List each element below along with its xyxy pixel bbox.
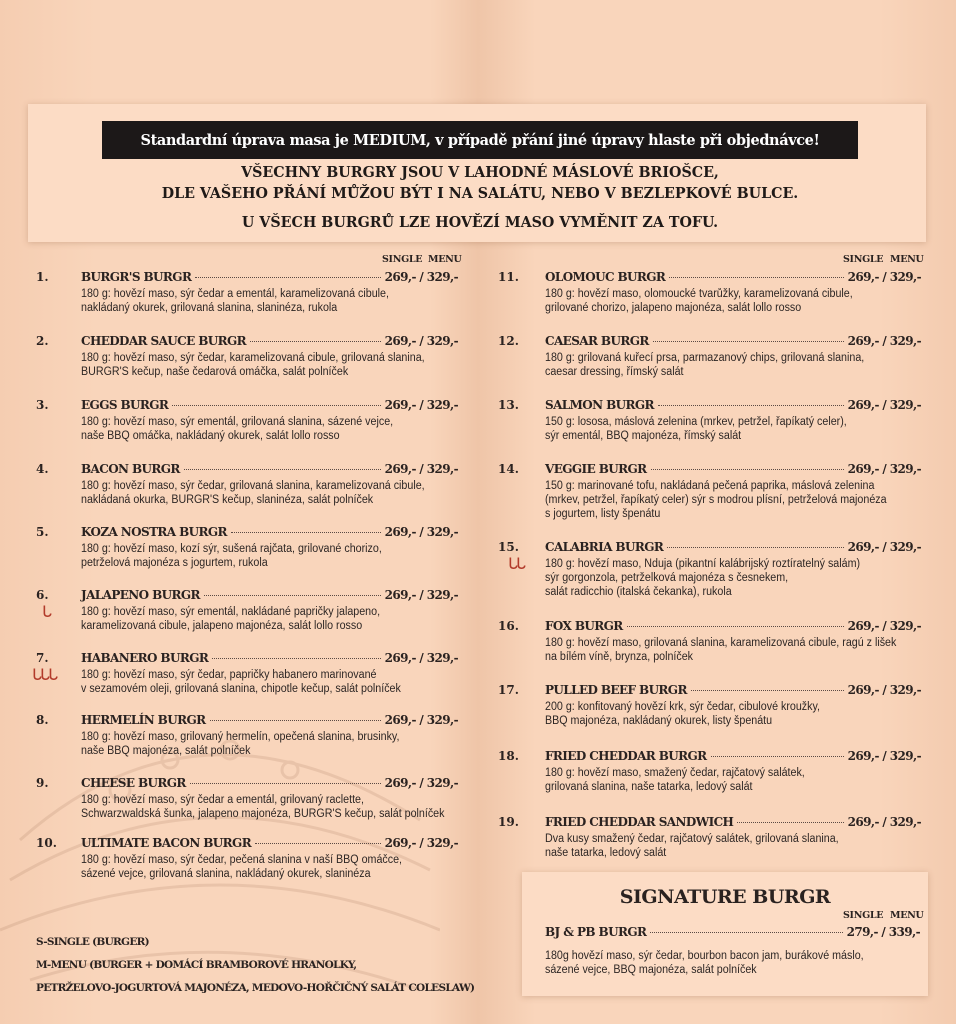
item-number: 16. xyxy=(498,619,519,633)
dot-leader xyxy=(653,341,844,342)
item-description xyxy=(545,557,860,599)
medium-notice-banner: Standardní úprava masa je MEDIUM, v případě přání jiné úpravy hlaste při objednávce! xyxy=(102,121,858,159)
item-title-line xyxy=(81,270,458,284)
item-title-line xyxy=(81,588,458,602)
item-description xyxy=(545,766,805,794)
description-line: nakládaný okurek, grilovaná slanina, slaninéza, rukola xyxy=(81,302,338,314)
description-line: naše BBQ omáčka, nakládaný okurek, salát lollo rosso xyxy=(81,430,340,442)
column-label-menu-right: MENU xyxy=(890,254,924,265)
item-price: 269,- / 329,- xyxy=(384,334,458,348)
item-price: 269,- / 329,- xyxy=(384,588,458,602)
item-name: OLOMOUC BURGR xyxy=(545,270,666,284)
item-name: CHEDDAR SAUCE BURGR xyxy=(81,334,247,348)
item-price: 269,- / 329,- xyxy=(847,749,921,763)
item-name: HERMELÍN BURGR xyxy=(81,713,206,727)
description-line: Dva kusy smažený čedar, rajčatový salátek, grilovaná slanina, xyxy=(545,833,839,845)
item-description xyxy=(81,479,425,507)
item-price: 269,- / 329,- xyxy=(384,776,458,790)
description-line: 180 g: hovězí maso, sýr čedar, pečená slanina v naší BBQ omáčce, xyxy=(81,854,403,866)
chili-pepper-icon: ᒐ xyxy=(42,604,51,621)
headline-salad-glutenfree: DLE VAŠEHO PŘÁNÍ MŮŽOU BÝT I NA SALÁTU, NEBO V BEZLEPKOVÉ BULCE. xyxy=(161,184,799,202)
item-price: 269,- / 329,- xyxy=(384,270,458,284)
item-number: 5. xyxy=(36,525,49,539)
item-title-line xyxy=(545,270,921,284)
description-line: nakládaná okurka, BURGR'S kečup, slaninéza, salát polníček xyxy=(81,494,374,506)
description-line: 180 g: hovězí maso, sýr čedar, grilovaná slanina, karamelizovaná cibule, xyxy=(81,480,425,492)
item-number: 4. xyxy=(36,462,49,476)
description-line: 150 g: lososa, máslová zelenina (mrkev, petržel, řapíkatý celer), xyxy=(545,416,847,428)
item-name: HABANERO BURGR xyxy=(81,651,209,665)
item-price: 269,- / 329,- xyxy=(384,836,458,850)
item-name: ULTIMATE BACON BURGR xyxy=(81,836,252,850)
column-label-menu-left: MENU xyxy=(428,254,462,265)
item-title-line xyxy=(81,713,458,727)
item-price: 269,- / 329,- xyxy=(384,462,458,476)
item-price: 269,- / 329,- xyxy=(847,334,921,348)
item-description xyxy=(81,793,444,821)
item-number: 19. xyxy=(498,815,519,829)
item-description xyxy=(545,479,887,521)
item-name: CALABRIA BURGR xyxy=(545,540,664,554)
item-price: 269,- / 329,- xyxy=(847,619,921,633)
dot-leader xyxy=(195,277,380,278)
item-title-line xyxy=(81,525,458,539)
description-line: 180 g: hovězí maso, smažený čedar, rajčatový salátek, xyxy=(545,767,805,779)
description-line: karamelizovaná cibule, jalapeno majonéza, salát lollo rosso xyxy=(81,620,363,632)
dot-leader xyxy=(651,469,844,470)
item-number: 2. xyxy=(36,334,49,348)
dot-leader xyxy=(667,547,843,548)
item-name: PULLED BEEF BURGR xyxy=(545,683,687,697)
dot-leader xyxy=(204,595,381,596)
description-line: salát radicchio (italská čekanka), rukola xyxy=(545,586,732,598)
item-description xyxy=(81,853,402,881)
item-title-line xyxy=(545,398,921,412)
description-line: s jogurtem, listy špenátu xyxy=(545,508,661,520)
item-description xyxy=(81,668,401,696)
description-line: 180 g: hovězí maso, sýr ementál, nakládané papričky jalapeno, xyxy=(81,606,381,618)
item-title-line xyxy=(545,462,921,476)
item-number: 6. xyxy=(36,588,49,602)
description-line: 180 g: hovězí maso, grilovaná slanina, karamelizovaná cibule, ragú z lišek xyxy=(545,637,897,649)
signature-item-price: 279,- / 339,- xyxy=(846,925,920,939)
item-number: 12. xyxy=(498,334,519,348)
description-line: sýr gorgonzola, petrželková majonéza s česnekem, xyxy=(545,572,789,584)
description-line: sýr ementál, BBQ majonéza, římský salát xyxy=(545,430,742,442)
description-line: sázené vejce, BBQ majonéza, salát polníček xyxy=(545,964,757,976)
description-line: 180 g: hovězí maso, grilovaný hermelín, opečená slanina, brusinky, xyxy=(81,731,400,743)
item-price: 269,- / 329,- xyxy=(847,462,921,476)
item-title-line xyxy=(545,749,921,763)
dot-leader xyxy=(184,469,381,470)
description-line: naše BBQ majonéza, salát polníček xyxy=(81,745,251,757)
dot-leader xyxy=(669,277,843,278)
column-label-single-left: SINGLE xyxy=(382,254,423,265)
dot-leader xyxy=(210,720,381,721)
description-line: 180 g: hovězí maso, sýr čedar, karamelizovaná cibule, grilovaná slanina, xyxy=(81,352,425,364)
item-title-line xyxy=(81,776,458,790)
item-description xyxy=(81,730,399,758)
item-description xyxy=(81,542,382,570)
item-name: FRIED CHEDDAR BURGR xyxy=(545,749,707,763)
item-price: 269,- / 329,- xyxy=(847,683,921,697)
headline-tofu: U VŠECH BURGRŮ LZE HOVĚZÍ MASO VYMĚNIT ZA TOFU. xyxy=(241,213,719,231)
item-name: BURGR'S BURGR xyxy=(81,270,192,284)
dot-leader xyxy=(255,843,381,844)
dot-leader xyxy=(172,405,380,406)
item-number: 13. xyxy=(498,398,519,412)
item-name: KOZA NOSTRA BURGR xyxy=(81,525,227,539)
description-line: caesar dressing, římský salát xyxy=(545,366,684,378)
item-name: JALAPENO BURGR xyxy=(81,588,200,602)
item-number: 15. xyxy=(498,540,519,554)
item-title-line xyxy=(545,334,921,348)
column-label-single-signature: SINGLE xyxy=(843,910,884,921)
signature-panel xyxy=(522,872,928,996)
description-line: v sezamovém oleji, grilovaná slanina, chipotle kečup, salát polníček xyxy=(81,683,401,695)
item-price: 269,- / 329,- xyxy=(847,270,921,284)
column-label-menu-signature: MENU xyxy=(890,910,924,921)
item-price: 269,- / 329,- xyxy=(384,525,458,539)
dot-leader xyxy=(658,405,844,406)
item-number: 10. xyxy=(36,836,57,850)
dot-leader xyxy=(691,690,844,691)
legend-single: S-SINGLE (BURGER) xyxy=(36,936,149,948)
description-line: 180 g: hovězí maso, sýr čedar a ementál, grilovaný raclette, xyxy=(81,794,364,806)
item-title-line xyxy=(545,619,921,633)
description-line: petrželová majonéza s jogurtem, rukola xyxy=(81,557,268,569)
item-description xyxy=(545,287,853,315)
description-line: 150 g: marinované tofu, nakládaná pečená paprika, máslová zelenina xyxy=(545,480,875,492)
column-label-single-right: SINGLE xyxy=(843,254,884,265)
item-name: FOX BURGR xyxy=(545,619,623,633)
item-description xyxy=(81,415,393,443)
description-line: na bílém víně, brynza, polníček xyxy=(545,651,694,663)
item-title-line xyxy=(81,462,458,476)
signature-title: SIGNATURE BURGR xyxy=(619,886,831,908)
item-name: VEGGIE BURGR xyxy=(545,462,647,476)
item-title-line xyxy=(545,540,921,554)
item-title-line xyxy=(545,683,921,697)
dot-leader xyxy=(190,783,381,784)
description-line: 180 g: hovězí maso, sýr ementál, grilovaná slanina, sázené vejce, xyxy=(81,416,394,428)
item-number: 9. xyxy=(36,776,49,790)
dot-leader xyxy=(650,932,842,933)
item-number: 18. xyxy=(498,749,519,763)
description-line: 180 g: grilovaná kuřecí prsa, parmazanový chips, grilovaná slanina, xyxy=(545,352,865,364)
item-title-line xyxy=(81,334,458,348)
signature-item-name: BJ & PB BURGR xyxy=(545,925,647,939)
item-description xyxy=(545,415,847,443)
item-name: SALMON BURGR xyxy=(545,398,654,412)
dot-leader xyxy=(250,341,381,342)
item-name: CHEESE BURGR xyxy=(81,776,186,790)
dot-leader xyxy=(737,822,843,823)
item-number: 11. xyxy=(498,270,519,284)
item-description xyxy=(81,287,389,315)
dot-leader xyxy=(627,626,844,627)
item-title-line xyxy=(81,651,458,665)
description-line: BBQ majonéza, nakládaný okurek, listy špenátu xyxy=(545,715,773,727)
chili-pepper-icon: ᒐᒐ xyxy=(508,556,525,573)
headline-brioche: VŠECHNY BURGRY JSOU V LAHODNÉ MÁSLOVÉ BRIOŠCE, xyxy=(241,163,719,181)
description-line: grilované chorizo, jalapeno majonéza, salát lollo rosso xyxy=(545,302,802,314)
dot-leader xyxy=(212,658,380,659)
description-line: BURGR'S kečup, naše čedarová omáčka, salát polníček xyxy=(81,366,349,378)
description-line: 180 g: hovězí maso, sýr čedar a ementál, karamelizovaná cibule, xyxy=(81,288,389,300)
description-line: Schwarzwaldská šunka, jalapeno majonéza, BURGR'S kečup, salát polníček xyxy=(81,808,445,820)
item-description xyxy=(545,832,839,860)
item-price: 269,- / 329,- xyxy=(384,398,458,412)
description-line: 180 g: hovězí maso, Nduja (pikantní kalábrijský roztíratelný salám) xyxy=(545,558,861,570)
item-number: 1. xyxy=(36,270,49,284)
item-price: 269,- / 329,- xyxy=(847,815,921,829)
item-description xyxy=(81,605,380,633)
signature-item-description xyxy=(545,949,864,977)
item-description xyxy=(545,636,896,664)
item-price: 269,- / 329,- xyxy=(384,713,458,727)
item-title-line xyxy=(545,815,921,829)
item-number: 8. xyxy=(36,713,49,727)
legend-menu-continued: PETRŽELOVO-JOGURTOVÁ MAJONÉZA, MEDOVO-HOŘČIČNÝ SALÁT COLESLAW) xyxy=(36,982,475,994)
item-title-line xyxy=(81,836,458,850)
item-price: 269,- / 329,- xyxy=(847,540,921,554)
item-number: 17. xyxy=(498,683,519,697)
description-line: 180 g: hovězí maso, olomoucké tvarůžky, karamelizovaná cibule, xyxy=(545,288,853,300)
description-line: 180g hovězí maso, sýr čedar, bourbon bacon jam, burákové máslo, xyxy=(545,950,864,962)
item-number: 7. xyxy=(36,651,49,665)
signature-item xyxy=(545,925,920,939)
item-name: BACON BURGR xyxy=(81,462,180,476)
item-number: 14. xyxy=(498,462,519,476)
description-line: 180 g: hovězí maso, sýr čedar, papričky habanero marinované xyxy=(81,669,377,681)
item-description xyxy=(545,700,820,728)
description-line: grilovaná slanina, naše tatarka, ledový salát xyxy=(545,781,753,793)
description-line: 180 g: hovězí maso, kozí sýr, sušená rajčata, grilované chorizo, xyxy=(81,543,382,555)
item-price: 269,- / 329,- xyxy=(384,651,458,665)
item-price: 269,- / 329,- xyxy=(847,398,921,412)
legend-menu: M-MENU (BURGER + DOMÁCÍ BRAMBOROVÉ HRANOLKY, xyxy=(36,959,357,971)
item-name: CAESAR BURGR xyxy=(545,334,649,348)
description-line: sázené vejce, grilovaná slanina, nakládaný okurek, slaninéza xyxy=(81,868,371,880)
chili-pepper-icon: ᒐᒐᒐ xyxy=(32,667,57,684)
item-name: FRIED CHEDDAR SANDWICH xyxy=(545,815,734,829)
dot-leader xyxy=(231,532,381,533)
dot-leader xyxy=(711,756,844,757)
item-description xyxy=(81,351,425,379)
description-line: naše tatarka, ledový salát xyxy=(545,847,667,859)
item-name: EGGS BURGR xyxy=(81,398,169,412)
description-line: 200 g: konfitovaný hovězí krk, sýr čedar, cibulové kroužky, xyxy=(545,701,821,713)
description-line: (mrkev, petržel, řapíkatý celer) sýr s modrou plísní, petrželová majonéza xyxy=(545,494,887,506)
item-description xyxy=(545,351,864,379)
item-number: 3. xyxy=(36,398,49,412)
item-title-line xyxy=(81,398,458,412)
